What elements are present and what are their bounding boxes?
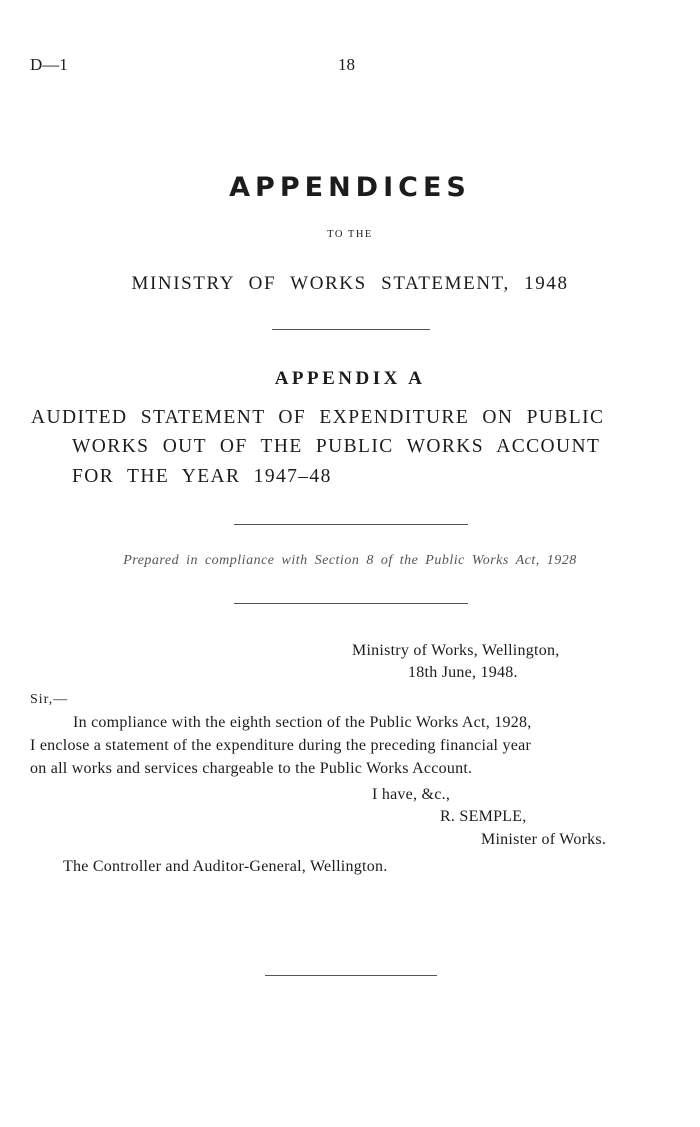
appendix-title-line: FOR THE YEAR 1947–48 (72, 466, 332, 487)
document-reference: D—1 (30, 55, 68, 74)
to-the-subheading: TO THE (327, 229, 373, 240)
letter-addressee: The Controller and Auditor-General, Wellington. (63, 858, 388, 875)
appendix-title-line: WORKS OUT OF THE PUBLIC WORKS ACCOUNT (72, 436, 601, 457)
end-rule (265, 975, 437, 976)
letter-body-line: on all works and services chargeable to the Public Works Account. (30, 760, 473, 777)
statement-title: MINISTRY OF WORKS STATEMENT, 1948 (131, 273, 569, 294)
letter-date: 18th June, 1948. (408, 664, 518, 681)
appendix-title-line: AUDITED STATEMENT OF EXPENDITURE ON PUBLIC (31, 407, 605, 428)
appendix-label: APPENDIX A (274, 368, 426, 389)
letter-closing: I have, &c., (372, 786, 451, 803)
prepared-note: Prepared in compliance with Section 8 of the Public Works Act, 1928 (123, 553, 577, 568)
letter-body-line: I enclose a statement of the expenditure during the preceding financial year (30, 737, 532, 754)
letter-salutation: Sir,— (30, 692, 69, 707)
divider-rule (272, 329, 430, 330)
letter-place: Ministry of Works, Wellington, (352, 642, 560, 659)
divider-rule (234, 603, 468, 604)
signature-name: R. SEMPLE, (440, 808, 527, 825)
signature-title: Minister of Works. (481, 831, 607, 848)
appendices-heading: APPENDICES (229, 172, 471, 203)
letter-body-line: In compliance with the eighth section of the Public Works Act, 1928, (73, 714, 532, 731)
page-number: 18 (338, 55, 355, 74)
divider-rule (234, 524, 468, 525)
